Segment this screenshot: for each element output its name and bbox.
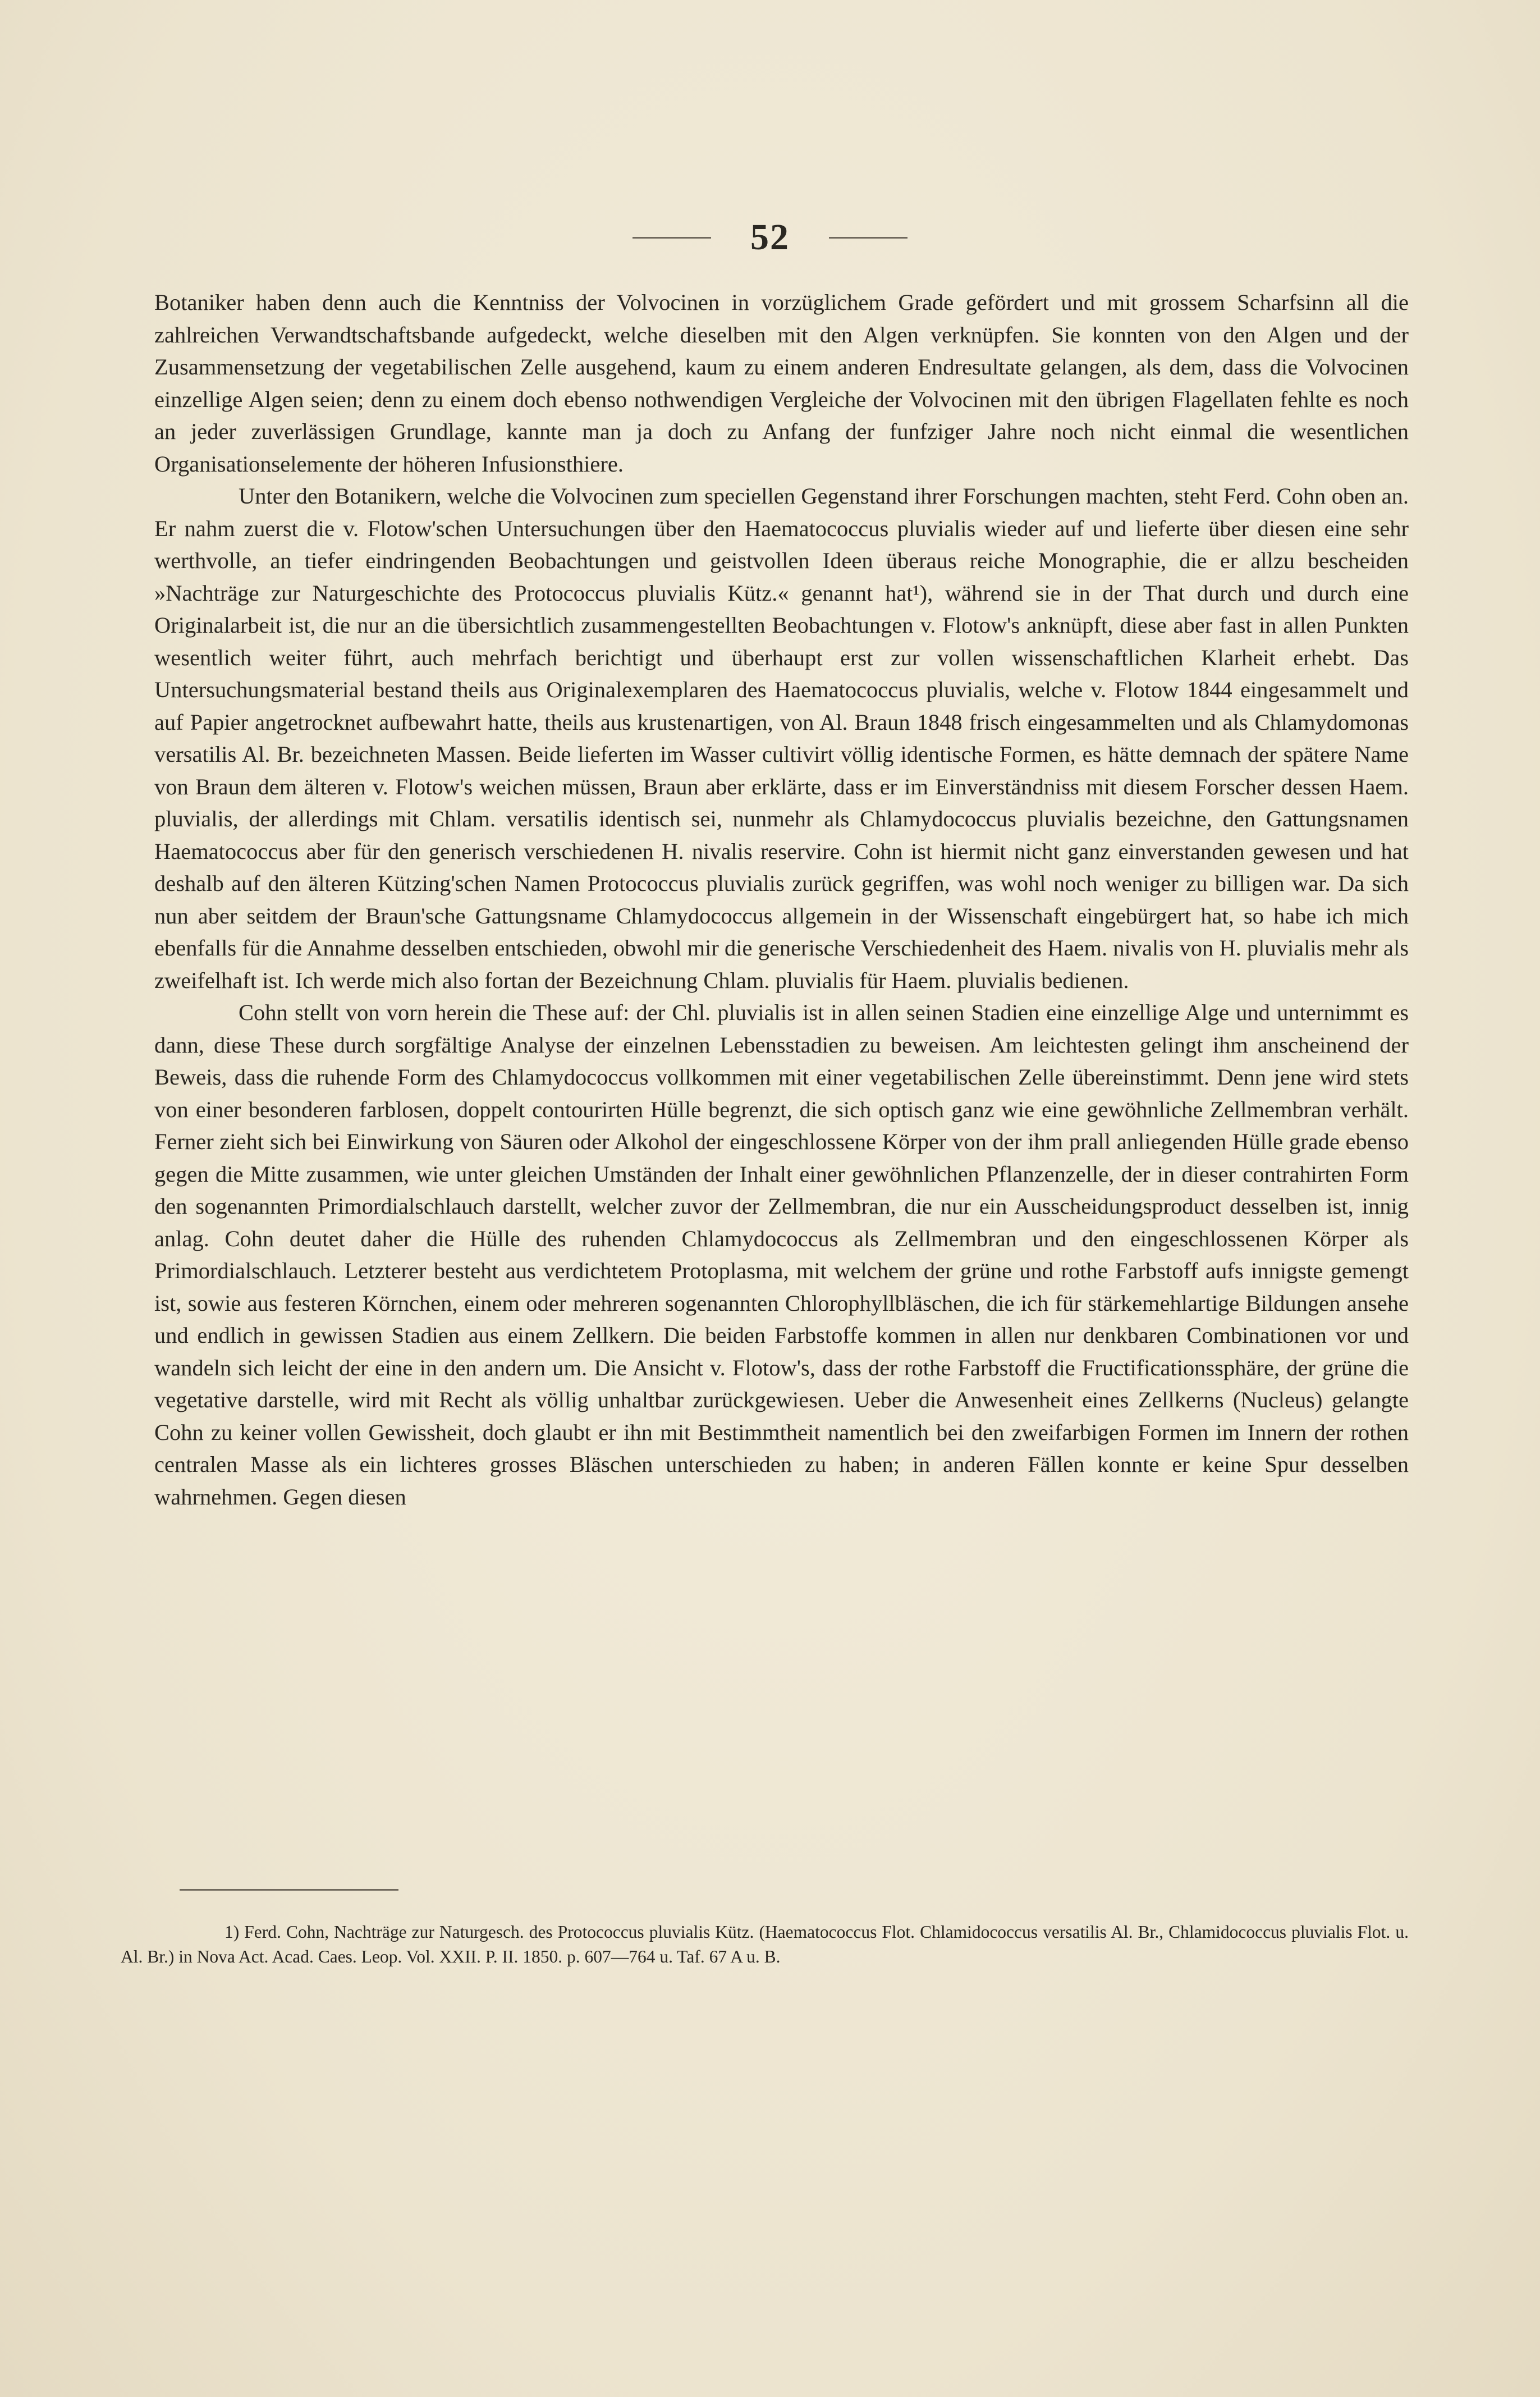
page-number: 52 bbox=[750, 217, 790, 258]
footnote-rule bbox=[180, 1889, 398, 1891]
page-header bbox=[0, 216, 1540, 259]
paragraph: Unter den Botanikern, welche die Volvocinen zum speciellen Gegenstand ihrer Forschungen machten, steht Ferd. Cohn oben an. Er nahm zuerst die v. Flotow'schen Untersuchungen über den Haematococcus pluvialis wieder auf und lieferte über diesen eine sehr werthvolle, an tiefer eindringenden Beobachtungen und geistvollen Ideen überaus reiche Monographie, die er allzu bescheiden »Nachträge zur Naturgeschichte des Protococcus pluvialis Kütz.« genannt hat¹), während sie in der That durch und durch eine Originalarbeit ist, die nur an die übersichtlich zusammengestellten Beobachtungen v. Flotow's anknüpft, diese aber fast in allen Punkten wesentlich weiter führt, auch mehrfach berichtigt und überhaupt erst zur vollen wissenschaftlichen Klarheit erhebt. Das Untersuchungsmaterial bestand theils aus Originalexemplaren des Haematococcus pluvialis, welche v. Flotow 1844 eingesammelt und auf Papier angetrocknet aufbewahrt hatte, theils aus krustenartigen, von Al. Braun 1848 frisch eingesammelten und als Chlamydomonas versatilis Al. Br. bezeichneten Massen. Beide lieferten im Wasser cultivirt völlig identische Formen, es hätte demnach der spätere Name von Braun dem älteren v. Flotow's weichen müssen, Braun aber erklärte, dass er im Einverständniss mit diesem Forscher dessen Haem. pluvialis, der allerdings mit Chlam. versatilis identisch sei, nunmehr als Chlamydococcus pluvialis bezeichne, den Gattungsnamen Haematococcus aber für den generisch verschiedenen H. nivalis reservire. Cohn ist hiermit nicht ganz einverstanden gewesen und hat deshalb auf den älteren Kützing'schen Namen Protococcus pluvialis zurück gegriffen, was wohl noch weniger zu billigen war. Da sich nun aber seitdem der Braun'sche Gattungsname Chlamydococcus allgemein in der Wissenschaft eingebürgert hat, so habe ich mich ebenfalls für die Annahme desselben entschieden, obwohl mir die generische Verschiedenheit des Haem. nivalis von H. pluvialis mehr als zweifelhaft ist. Ich werde mich also fortan der Bezeichnung Chlam. pluvialis für Haem. pluvialis bedienen. bbox=[154, 483, 1409, 993]
header-rule-right bbox=[829, 237, 907, 239]
main-text bbox=[154, 286, 1409, 1513]
footnote: 1) Ferd. Cohn, Nachträge zur Naturgesch. des Protococcus pluvialis Kütz. (Haematococcus Flot. Chlamidococcus versatilis Al. Br., Chlamidococcus pluvialis Flot. u. Al. Br.) in Nova Act. Acad. Caes. Leop. Vol. XXII. P. II. 1850. p. 607—764 u. Taf. 67 A u. B. bbox=[121, 1922, 1409, 1966]
paragraph: Botaniker haben denn auch die Kenntniss der Volvocinen in vorzüglichem Grade gefördert und mit grossem Scharfsinn all die zahlreichen Verwandtschaftsbande aufgedeckt, welche dieselben mit den Algen verknüpfen. Sie konnten von den Algen und der Zusammensetzung der vegetabilischen Zelle ausgehend, kaum zu einem anderen Endresultate gelangen, als dem, dass die Volvocinen einzellige Algen seien; denn zu einem doch ebenso nothwendigen Vergleiche der Volvocinen mit den übrigen Flagellaten fehlte es noch an jeder zuverlässigen Grundlage, kannte man ja doch zu Anfang der funfziger Jahre noch nicht einmal die wesentlichen Organisationselemente der höheren Infusionsthiere. bbox=[154, 290, 1409, 477]
paragraph: Cohn stellt von vorn herein die These auf: der Chl. pluvialis ist in allen seinen Stadien eine einzellige Alge und unternimmt es dann, diese These durch sorgfältige Analyse der einzelnen Lebensstadien zu beweisen. Am leichtesten gelingt ihm anscheinend der Beweis, dass die ruhende Form des Chlamydococcus vollkommen mit einer vegetabilischen Zelle übereinstimmt. Denn jene wird stets von einer besonderen farblosen, doppelt contourirten Hülle begrenzt, die sich optisch ganz wie eine gewöhnliche Zellmembran verhält. Ferner zieht sich bei Einwirkung von Säuren oder Alkohol der eingeschlossene Körper von der ihm prall anliegenden Hülle grade ebenso gegen die Mitte zusammen, wie unter gleichen Umständen der Inhalt einer gewöhnlichen Pflanzenzelle, der in dieser contrahirten Form den sogenannten Primordialschlauch darstellt, welcher zuvor der Zellmembran, die nur ein Ausscheidungsproduct desselben ist, innig anlag. Cohn deutet daher die Hülle des ruhenden Chlamydococcus als Zellmembran und den eingeschlossenen Körper als Primordialschlauch. Letzterer besteht aus verdichtetem Protoplasma, mit welchem der grüne und rothe Farbstoff aufs innigste gemengt ist, sowie aus festeren Körnchen, einem oder mehreren sogenannten Chlorophyllbläschen, die ich für stärkemehlartige Bildungen ansehe und endlich in gewissen Stadien aus einem Zellkern. Die beiden Farbstoffe kommen in allen nur denkbaren Combinationen vor und wandeln sich leicht der eine in den andern um. Die Ansicht v. Flotow's, dass der rothe Farbstoff die Fructificationssphäre, der grüne die vegetative darstelle, wird mit Recht als völlig unhaltbar zurückgewiesen. Ueber die Anwesenheit eines Zellkerns (Nucleus) gelangte Cohn zu keiner vollen Gewissheit, doch glaubt er ihn mit Bestimmtheit namentlich bei den zweifarbigen Formen im Innern der rothen centralen Masse als ein lichteres grosses Bläschen unterschieden zu haben; in anderen Fällen konnte er keine Spur desselben wahrnehmen. Gegen diesen bbox=[154, 1000, 1409, 1509]
header-rule-left bbox=[632, 237, 711, 239]
